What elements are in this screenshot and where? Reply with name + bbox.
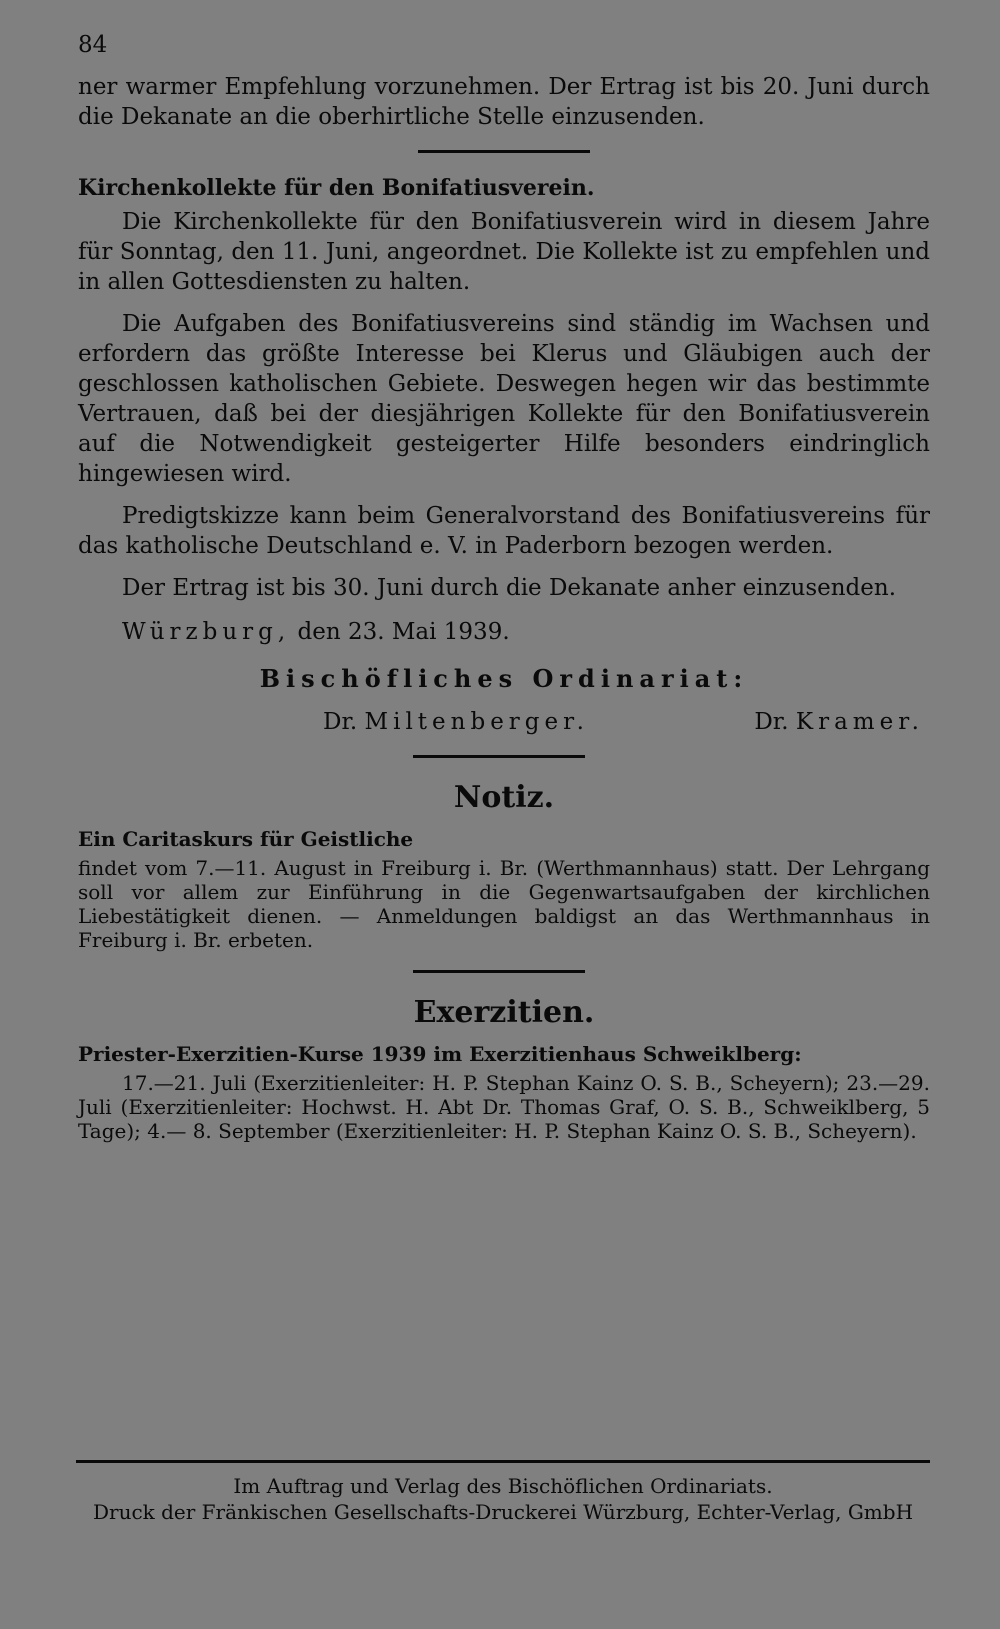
signature-2-name: Kramer.	[795, 709, 924, 735]
notiz-title: Notiz.	[453, 780, 555, 815]
imprint-line-2: Druck der Fränkischen Gesellschafts-Druckerei Würzburg, Echter-Verlag, GmbH	[92, 1500, 914, 1524]
signature-kramer	[754, 707, 924, 737]
bonifatius-section	[78, 173, 930, 737]
signature-miltenberger	[323, 707, 589, 737]
section-divider	[418, 150, 590, 153]
issue-date: den 23. Mai 1939.	[297, 619, 510, 645]
bonifatius-paragraph-4: Der Ertrag ist bis 30. Juni durch die Dekanate anher einzusenden.	[122, 575, 897, 601]
bonifatius-paragraph-3: Predigtskizze kann beim Generalvorstand des Bonifatiusvereins für das katholische Deutschland e. V. in Paderborn bezogen werden.	[78, 503, 930, 559]
imprint-footer	[76, 1460, 930, 1525]
signature-1-name: Miltenberger.	[364, 709, 589, 735]
signature-2-title: Dr.	[754, 709, 789, 735]
section-divider	[413, 970, 585, 973]
exerzitien-paragraph: 17.—21. Juli (Exerzitienleiter: H. P. Stephan Kainz O. S. B., Scheyern); 23.—29. Juli (Exerzitienleiter: Hochwst. H. Abt Dr. Thomas Graf, O. S. B., Schweiklberg, 5 Tage); 4.— 8. September (Exerzitienleiter: H. P. Stephan Kainz O. S. B., Scheyern).	[78, 1071, 930, 1143]
exerzitien-section	[78, 993, 930, 1143]
place-name: Würzburg,	[122, 619, 291, 645]
bonifatius-heading: Kirchenkollekte für den Bonifatiusverein.	[78, 175, 595, 201]
notiz-paragraph: findet vom 7.—11. August in Freiburg i. Br. (Werthmannhaus) statt. Der Lehrgang soll vor allem zur Einführung in die Gegenwartsaufgaben der kirchlichen Liebestätigkeit dienen. — Anmeldungen baldigst an das Werthmannhaus in Freiburg i. Br. erbeten.	[78, 856, 930, 952]
signatures	[78, 707, 930, 737]
issuing-authority: Bischöfliches Ordinariat:	[259, 664, 749, 693]
notiz-subheading: Ein Caritaskurs für Geistliche	[78, 827, 414, 851]
place-date-line	[78, 617, 930, 647]
page-number: 84	[78, 32, 108, 58]
intro-paragraph: ner warmer Empfehlung vorzunehmen. Der Ertrag ist bis 20. Juni durch die Dekanate an die oberhirtliche Stelle einzusenden.	[78, 74, 930, 130]
bonifatius-paragraph-2: Die Aufgaben des Bonifatiusvereins sind ständig im Wachsen und erfordern das größte Interesse bei Klerus und Gläubigen auch der geschlossen katholischen Gebiete. Deswegen hegen wir das bestimmte Vertrauen, daß bei der diesjährigen Kollekte für den Bonifatiusverein auf die Notwendigkeit gesteigerter Hilfe besonders eindringlich hingewiesen wird.	[78, 311, 930, 487]
footer-rule	[76, 1460, 930, 1463]
signature-1-title: Dr.	[323, 709, 358, 735]
exerzitien-subheading: Priester-Exerzitien-Kurse 1939 im Exerzitienhaus Schweiklberg:	[78, 1042, 802, 1066]
notiz-section	[78, 778, 930, 952]
imprint-line-1: Im Auftrag und Verlag des Bischöflichen Ordinariats.	[233, 1474, 773, 1498]
exerzitien-title: Exerzitien.	[413, 995, 595, 1030]
bonifatius-paragraph-1: Die Kirchenkollekte für den Bonifatiusverein wird in diesem Jahre für Sonntag, den 11. Juni, angeordnet. Die Kollekte ist zu empfehlen und in allen Gottesdiensten zu halten.	[78, 209, 930, 295]
section-divider	[413, 755, 585, 758]
document-page	[78, 32, 930, 1143]
